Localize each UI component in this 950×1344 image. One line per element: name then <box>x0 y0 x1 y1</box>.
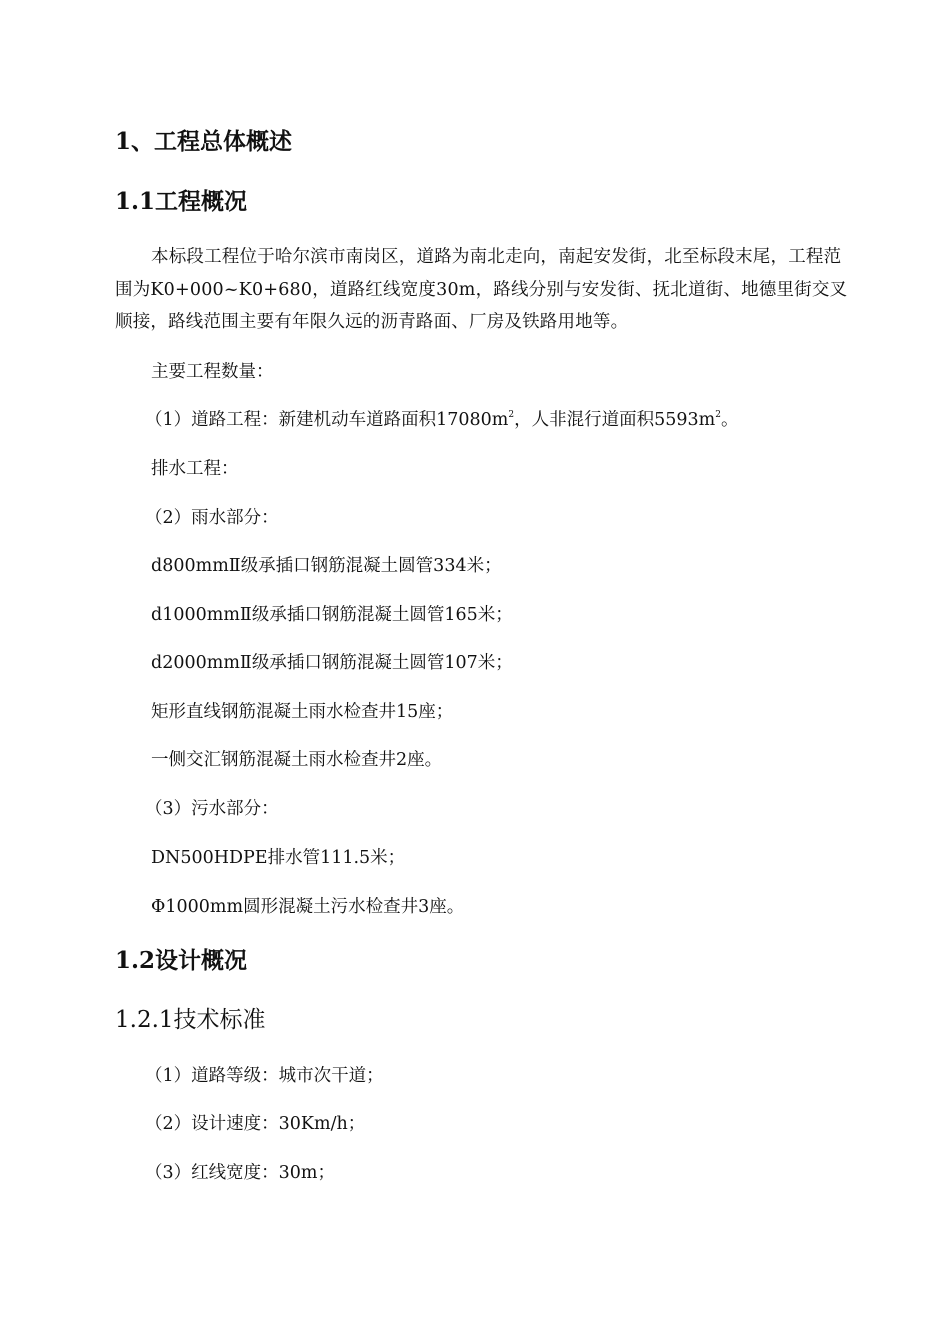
standard-item: （3）红线宽度：30m； <box>145 1163 335 1183</box>
rain-item: 一侧交汇钢筋混凝土雨水检查井2座。 <box>151 750 443 770</box>
rain-item: d1000mmⅡ级承插口钢筋混凝土圆管165米； <box>151 605 513 625</box>
section-heading-1-2: 1.2设计概况 <box>115 947 248 974</box>
rain-item: d800mmⅡ级承插口钢筋混凝土圆管334米； <box>151 556 502 576</box>
rain-item: 矩形直线钢筋混凝土雨水检查井15座； <box>151 702 454 722</box>
intro-paragraph: 本标段工程位于哈尔滨市南岗区，道路为南北走向，南起安发街，北至标段末尾，工程范围为K0+000~K0+680，道路红线宽度30m，路线分别与安发街、抚北道街、地德里街交叉顺接，路线范围主要有年限久远的沥青路面、厂房及铁路用地等。 <box>115 247 848 332</box>
rain-label: （2）雨水部分： <box>145 508 279 528</box>
standard-item: （1）道路等级：城市次干道； <box>145 1066 384 1086</box>
subsection-heading-1-2-1: 1.2.1技术标准 <box>115 1007 266 1033</box>
road-work-prefix: （1）道路工程：新建机动车道路面积17080m <box>145 410 509 430</box>
drainage-label: 排水工程： <box>151 459 239 479</box>
chapter-heading: 1、工程总体概述 <box>115 128 293 155</box>
section-heading-1-1: 1.1工程概况 <box>115 188 248 215</box>
sewage-item: DN500HDPE排水管111.5米； <box>151 848 406 868</box>
superscript-area-1: 2 <box>508 410 515 420</box>
sewage-item: Φ1000mm圆形混凝土污水检查井3座。 <box>151 897 465 917</box>
road-work-suffix: 。 <box>721 410 739 430</box>
road-work-middle: ，人非混行道面积5593m <box>514 410 716 430</box>
road-work-item <box>145 406 950 434</box>
sewage-label: （3）污水部分： <box>145 799 279 819</box>
superscript-area-2: 2 <box>715 410 722 420</box>
rain-item: d2000mmⅡ级承插口钢筋混凝土圆管107米； <box>151 653 513 673</box>
quantities-label: 主要工程数量： <box>151 362 274 382</box>
standard-item: （2）设计速度：30Km/h； <box>145 1114 366 1134</box>
